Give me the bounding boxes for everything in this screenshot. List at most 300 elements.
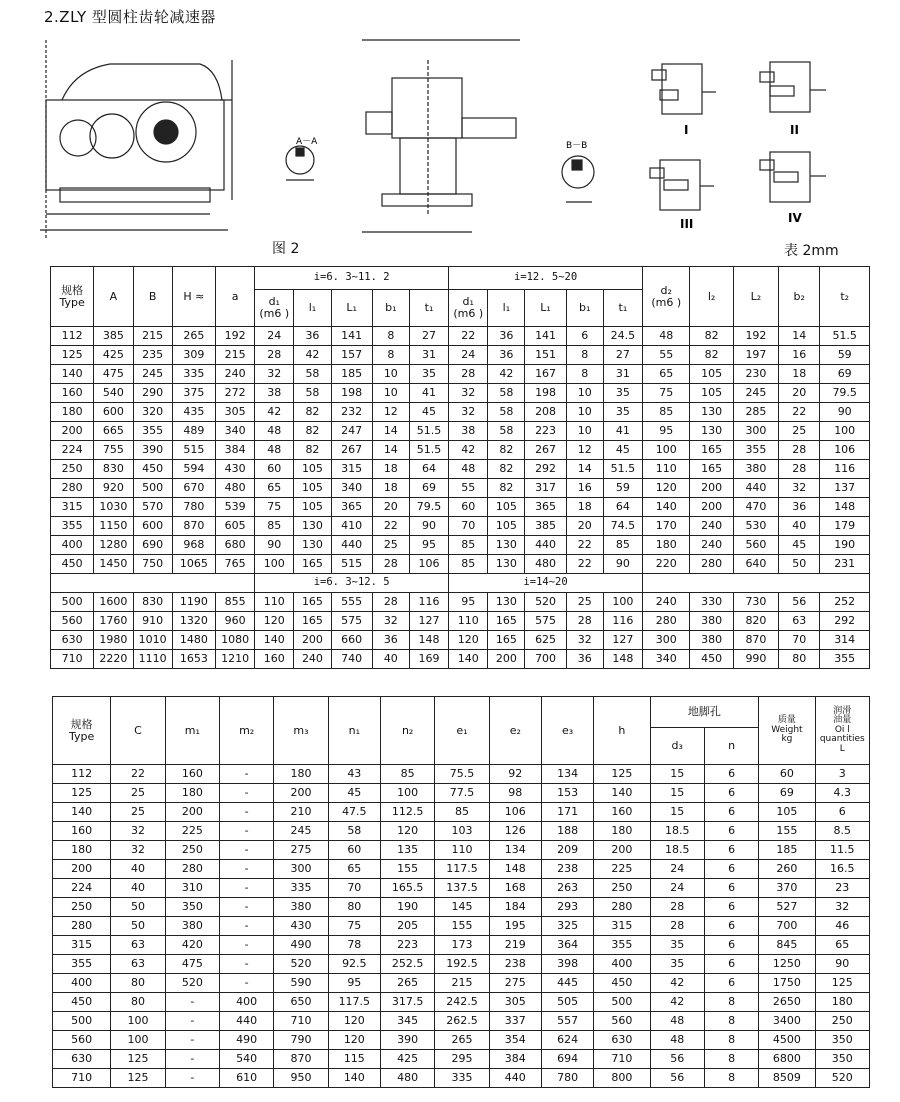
table-cell: 65 [328,860,380,879]
table-cell: 630 [53,1050,111,1069]
header-n1: n₁ [328,697,380,765]
table-cell: 151 [525,346,566,365]
table-cell: 45 [779,536,820,555]
table-row [53,765,870,784]
table-cell: 95 [643,422,690,441]
table-cell: 103 [435,822,489,841]
table-cell: 23 [815,879,869,898]
table-cell: 200 [51,422,94,441]
table-cell: 6 [704,860,758,879]
table-cell: 59 [820,346,870,365]
table-cell: 48 [255,422,294,441]
header-type: 规格 Type [53,697,111,765]
table-cell: 85 [435,803,489,822]
table-row [51,631,870,650]
table-cell: 280 [53,917,111,936]
table-cell: 110 [435,841,489,860]
table-cell: 115 [328,1050,380,1069]
table-cell: 384 [489,1050,541,1069]
table-cell: 590 [274,974,328,993]
header-group1: i=6. 3~11. 2 [255,267,449,290]
table-cell: 247 [331,422,372,441]
table-cell: 22 [449,327,488,346]
table-cell: 317 [525,479,566,498]
table-cell: 24 [650,860,704,879]
table-cell: 390 [380,1031,434,1050]
table-cell: 58 [488,422,525,441]
table-cell: 1750 [759,974,815,993]
table-cell: 45 [603,441,642,460]
table-cell: 293 [541,898,593,917]
table-cell: 125 [51,346,94,365]
table-cell: 90 [255,536,294,555]
header-h: h [594,697,650,765]
table-cell: 605 [216,517,255,536]
table-cell: 8 [704,1069,758,1088]
table-cell: 41 [409,384,448,403]
table-cell: 25 [566,593,603,612]
table-cell: 192 [733,327,778,346]
table-cell: 75 [255,498,294,517]
table-cell: 105 [294,460,331,479]
table-cell: 340 [331,479,372,498]
table-cell: 240 [294,650,331,669]
table-cell: 855 [216,593,255,612]
table-cell: 490 [220,1031,274,1050]
table-cell: 335 [274,879,328,898]
table-cell: 300 [643,631,690,650]
table-cell: 18.5 [650,841,704,860]
assembly-diagram-3 [650,160,714,210]
table-cell: 300 [733,422,778,441]
table-cell: 355 [133,422,172,441]
header-oil: 润滑 油量 Oi l quantities L [815,697,869,765]
table-cell: 527 [759,898,815,917]
table-cell: - [220,784,274,803]
table-cell: 740 [331,650,372,669]
table-cell: 530 [733,517,778,536]
table-cell: 106 [820,441,870,460]
roman-2: II [790,123,799,137]
table-cell: 75 [328,917,380,936]
table-cell: 60 [449,498,488,517]
table-cell: 594 [172,460,215,479]
table-cell: 36 [294,327,331,346]
table-cell: 800 [594,1069,650,1088]
side-view-drawing [362,40,520,232]
table-cell: - [165,1012,219,1031]
table-cell: 32 [449,384,488,403]
table-cell: 32 [111,841,165,860]
table-cell: 263 [541,879,593,898]
table-cell: 41 [603,422,642,441]
table-cell: 6 [704,974,758,993]
table-cell: 575 [525,612,566,631]
table-cell: 230 [733,365,778,384]
table-cell: 1250 [759,955,815,974]
table-cell: 24 [449,346,488,365]
header-group2: i=12. 5~20 [449,267,643,290]
table-cell: 127 [603,631,642,650]
table-cell: 224 [53,879,111,898]
header-b1: b₁ [566,290,603,327]
table-cell: 10 [372,365,409,384]
table-cell: 12 [566,441,603,460]
table-cell: 180 [274,765,328,784]
table-cell: 450 [594,974,650,993]
table-cell: 280 [51,479,94,498]
table-cell: 48 [650,1012,704,1031]
header-e2: e₂ [489,697,541,765]
dimensions-table-1 [50,266,870,669]
table-cell: 240 [690,536,733,555]
table-cell: 14 [372,441,409,460]
table-cell: 1210 [216,650,255,669]
table-cell: 205 [380,917,434,936]
table-cell: 64 [603,498,642,517]
table-cell: 63 [111,936,165,955]
table-cell: 490 [274,936,328,955]
table-cell: 90 [820,403,870,422]
table-cell: 600 [94,403,133,422]
table-cell: 755 [94,441,133,460]
table-cell: 215 [133,327,172,346]
header-d1: d₁ (m6 ) [449,290,488,327]
table-cell: 198 [331,384,372,403]
table-cell: 15 [650,803,704,822]
table-cell: - [220,955,274,974]
table-cell: 140 [255,631,294,650]
table-cell: 180 [594,822,650,841]
table-cell: 425 [94,346,133,365]
table-cell: 16.5 [815,860,869,879]
table-cell: 69 [759,784,815,803]
table-cell: 345 [380,1012,434,1031]
table-cell: 15 [650,765,704,784]
table-cell: 219 [489,936,541,955]
table-row [53,860,870,879]
table-cell: 440 [220,1012,274,1031]
table-cell: 100 [643,441,690,460]
table-cell: 148 [409,631,448,650]
section-aa-label: A－A [296,137,318,147]
roman-4: IV [788,211,802,225]
table-cell: 165 [294,612,331,631]
table-cell: 40 [779,517,820,536]
table-cell: 16 [566,479,603,498]
table-row [53,1012,870,1031]
table-cell: 990 [733,650,778,669]
table-cell: 50 [111,898,165,917]
table-cell: 1080 [216,631,255,650]
blank-cell [51,574,255,593]
table-cell: 700 [759,917,815,936]
table-cell: 82 [488,460,525,479]
table-cell: 22 [779,403,820,422]
table-cell: 120 [328,1031,380,1050]
table-cell: 520 [274,955,328,974]
table-cell: 82 [294,422,331,441]
table-cell: 106 [409,555,448,574]
assembly-diagram-1 [652,64,716,114]
table-cell: 540 [220,1050,274,1069]
table-cell: 224 [51,441,94,460]
table-cell: 35 [650,936,704,955]
table-cell: 610 [220,1069,274,1088]
table-cell: 192.5 [435,955,489,974]
table-cell: 28 [650,898,704,917]
table-cell: 92.5 [328,955,380,974]
table-row [51,384,870,403]
table-cell: 539 [216,498,255,517]
table-cell: 830 [94,460,133,479]
table-cell: 155 [435,917,489,936]
header-L2: L₂ [733,267,778,327]
table-cell: 35 [409,365,448,384]
table-cell: 6 [704,879,758,898]
table-cell: 450 [53,993,111,1012]
table-cell: 130 [690,422,733,441]
table-cell: 440 [733,479,778,498]
table-cell: 100 [380,784,434,803]
table-cell: 238 [489,955,541,974]
table-cell: 48 [650,1031,704,1050]
table-cell: 8 [566,346,603,365]
table-cell: 25 [372,536,409,555]
page-title: 2.ZLY 型圆柱齿轮减速器 [44,8,216,26]
table-cell: 160 [594,803,650,822]
table-cell: 125 [53,784,111,803]
table-row [53,1050,870,1069]
table-cell: 968 [172,536,215,555]
table-cell: 420 [165,936,219,955]
table-cell: 48 [255,441,294,460]
table-cell: 231 [820,555,870,574]
table-cell: 8 [704,1031,758,1050]
table-cell: 350 [815,1050,869,1069]
table-cell: 398 [541,955,593,974]
table-cell: 680 [216,536,255,555]
table-cell: 435 [172,403,215,422]
table-cell: 560 [53,1031,111,1050]
table-cell: 640 [733,555,778,574]
table-cell: 1760 [94,612,133,631]
table-cell: 59 [603,479,642,498]
table-cell: 292 [525,460,566,479]
table-cell: 250 [815,1012,869,1031]
table-cell: 730 [733,593,778,612]
table-cell: 1280 [94,536,133,555]
table-row [51,517,870,536]
table-cell: 24 [650,879,704,898]
table-cell: 8 [372,346,409,365]
header-d1: d₁ (m6 ) [255,290,294,327]
table-cell: 90 [815,955,869,974]
table-cell: 1065 [172,555,215,574]
table-row [51,612,870,631]
table-cell: 141 [525,327,566,346]
table-cell: 355 [820,650,870,669]
table-cell: 165 [488,631,525,650]
table-cell: 665 [94,422,133,441]
table-cell: 480 [525,555,566,574]
table-cell: 80 [111,993,165,1012]
table-cell: 85 [449,555,488,574]
header-n2: n₂ [380,697,434,765]
table-cell: - [220,917,274,936]
header-m2: m₂ [220,697,274,765]
table-cell: 265 [172,327,215,346]
table-cell: 32 [255,365,294,384]
table-cell: 6 [704,841,758,860]
header-b1: b₁ [372,290,409,327]
table-cell: 105 [690,365,733,384]
table-row [51,536,870,555]
table-cell: 292 [820,612,870,631]
table-cell: 95 [409,536,448,555]
header-t1: t₁ [409,290,448,327]
table-cell: 8 [704,1050,758,1069]
table-cell: 180 [53,841,111,860]
header-e3: e₃ [541,697,593,765]
table-cell: 75 [643,384,690,403]
table-cell: 262.5 [435,1012,489,1031]
table-cell: 200 [488,650,525,669]
table-cell: 2650 [759,993,815,1012]
table-row [53,955,870,974]
table-cell: 380 [165,917,219,936]
table-cell: 105 [759,803,815,822]
table-row [53,822,870,841]
table-cell: 390 [133,441,172,460]
table-cell: 475 [165,955,219,974]
table-cell: 85 [449,536,488,555]
header-t2: t₂ [820,267,870,327]
table-row [51,422,870,441]
table-cell: 58 [294,365,331,384]
table-cell: 215 [435,974,489,993]
table-cell: 36 [372,631,409,650]
section-bb-drawing [562,156,594,202]
table-cell: 384 [216,441,255,460]
table-row [51,460,870,479]
table-row [53,803,870,822]
table-row [53,879,870,898]
table-cell: 710 [53,1069,111,1088]
table-cell: 6 [704,784,758,803]
table-cell: 190 [820,536,870,555]
table-cell: 35 [603,384,642,403]
table-cell: 32 [449,403,488,422]
table-cell: 198 [525,384,566,403]
header-b2: b₂ [779,267,820,327]
table-cell: 105 [488,517,525,536]
table-cell: 1600 [94,593,133,612]
table-cell: 28 [372,555,409,574]
header-m3: m₃ [274,697,328,765]
table-cell: 120 [643,479,690,498]
table-cell: 80 [328,898,380,917]
table-cell: 200 [690,498,733,517]
table-cell: 14 [372,422,409,441]
table-cell: 80 [779,650,820,669]
table-cell: 117.5 [328,993,380,1012]
table-cell: 130 [294,517,331,536]
table-cell: 1030 [94,498,133,517]
table-cell: 560 [594,1012,650,1031]
table-cell: 14 [779,327,820,346]
table-cell: 4.3 [815,784,869,803]
assembly-diagram-4 [760,152,826,202]
table-cell: - [220,765,274,784]
table-row [51,650,870,669]
table-cell: 42 [294,346,331,365]
table-cell: 18 [779,365,820,384]
table-label: 表 2mm [784,243,839,259]
table-cell: 70 [449,517,488,536]
table-cell: 780 [541,1069,593,1088]
table-cell: 141 [331,327,372,346]
table-cell: 240 [690,517,733,536]
table-cell: 208 [525,403,566,422]
table-cell: 8.5 [815,822,869,841]
table-cell: 335 [435,1069,489,1088]
table-cell: 18 [566,498,603,517]
table-row [51,555,870,574]
table-cell: 200 [53,860,111,879]
table-cell: 12 [372,403,409,422]
table-cell: 127 [409,612,448,631]
table-cell: 200 [294,631,331,650]
table-cell: 232 [331,403,372,422]
table-cell: 85 [643,403,690,422]
table-cell: 168 [489,879,541,898]
table-cell: 480 [216,479,255,498]
table-cell: 820 [733,612,778,631]
table-cell: 1480 [172,631,215,650]
table-cell: 385 [525,517,566,536]
table-cell: 105 [294,479,331,498]
table-cell: 557 [541,1012,593,1031]
table-cell: 265 [435,1031,489,1050]
table-cell: 171 [541,803,593,822]
table-cell: 28 [372,593,409,612]
table-cell: 58 [488,384,525,403]
table-cell: 400 [220,993,274,1012]
table-cell: 364 [541,936,593,955]
table-cell: 380 [733,460,778,479]
table-cell: 8 [372,327,409,346]
table-row [53,1031,870,1050]
table-cell: 375 [172,384,215,403]
table-cell: 170 [643,517,690,536]
table-cell: 160 [255,650,294,669]
table-cell: 85 [603,536,642,555]
table-cell: 58 [488,403,525,422]
table-cell: 1150 [94,517,133,536]
table-cell: 100 [820,422,870,441]
table-cell: 69 [409,479,448,498]
table-cell: 450 [51,555,94,574]
table-row [53,1069,870,1088]
table-cell: 310 [165,879,219,898]
table-cell: 110 [255,593,294,612]
table-cell: 3 [815,765,869,784]
table-cell: 210 [274,803,328,822]
table-row [53,974,870,993]
header-weight: 质量 Weight kg [759,697,815,765]
header-foot-holes: 地脚孔 [650,697,759,728]
